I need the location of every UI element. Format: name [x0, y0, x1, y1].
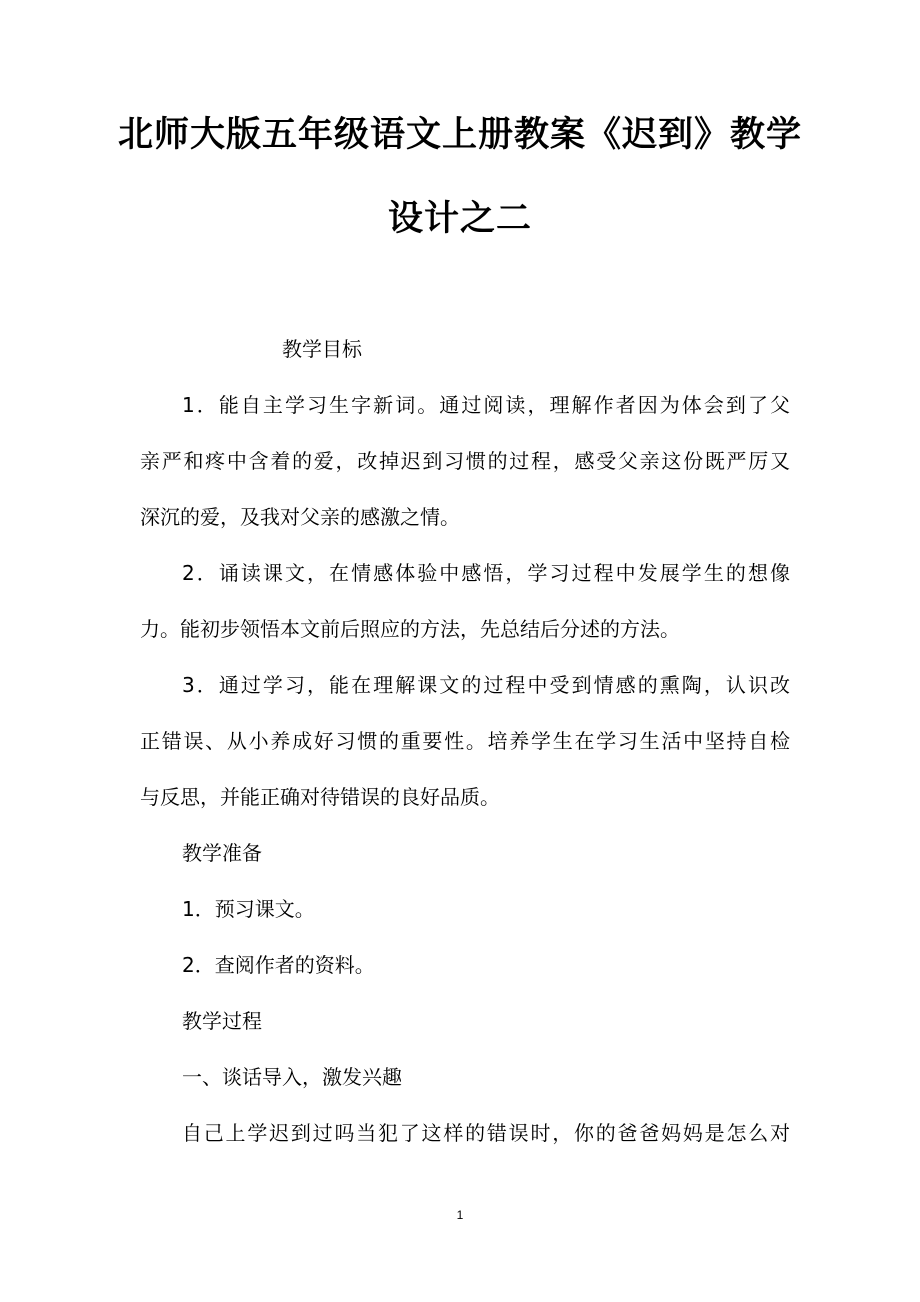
- document-title-line-1: 北师大版五年级语文上册教案《迟到》教学: [117, 115, 802, 155]
- heading-teaching-preparation: 教学准备: [182, 841, 262, 865]
- document-title-line-2: 设计之二: [387, 199, 532, 239]
- paragraph-line: 3．通过学习，能在理解课文的过程中受到情感的熏陶，认识改: [182, 673, 790, 697]
- paragraph-line: 亲严和疼中含着的爱，改掉迟到习惯的过程，感受父亲这份既严厉又: [140, 449, 790, 473]
- paragraph-line: 正错误、从小养成好习惯的重要性。培养学生在学习生活中坚持自检: [140, 729, 790, 753]
- heading-teaching-process: 教学过程: [182, 1009, 262, 1033]
- page-number: 1: [456, 1208, 464, 1222]
- list-item: 1．预习课文。: [182, 897, 315, 921]
- section-heading: 一、谈话导入，激发兴趣: [182, 1065, 402, 1089]
- paragraph-line: 2．诵读课文，在情感体验中感悟，学习过程中发展学生的想像: [182, 561, 790, 585]
- paragraph-line: 自己上学迟到过吗当犯了这样的错误时，你的爸爸妈妈是怎么对: [182, 1121, 790, 1145]
- paragraph-line: 1．能自主学习生字新词。通过阅读，理解作者因为体会到了父: [182, 393, 790, 417]
- heading-teaching-goals: 教学目标: [282, 337, 362, 361]
- paragraph-line: 与反思，并能正确对待错误的良好品质。: [140, 785, 500, 809]
- paragraph-line: 深沉的爱，及我对父亲的感激之情。: [140, 505, 460, 529]
- list-item: 2．查阅作者的资料。: [182, 953, 375, 977]
- paragraph-line: 力。能初步领悟本文前后照应的方法，先总结后分述的方法。: [140, 617, 680, 641]
